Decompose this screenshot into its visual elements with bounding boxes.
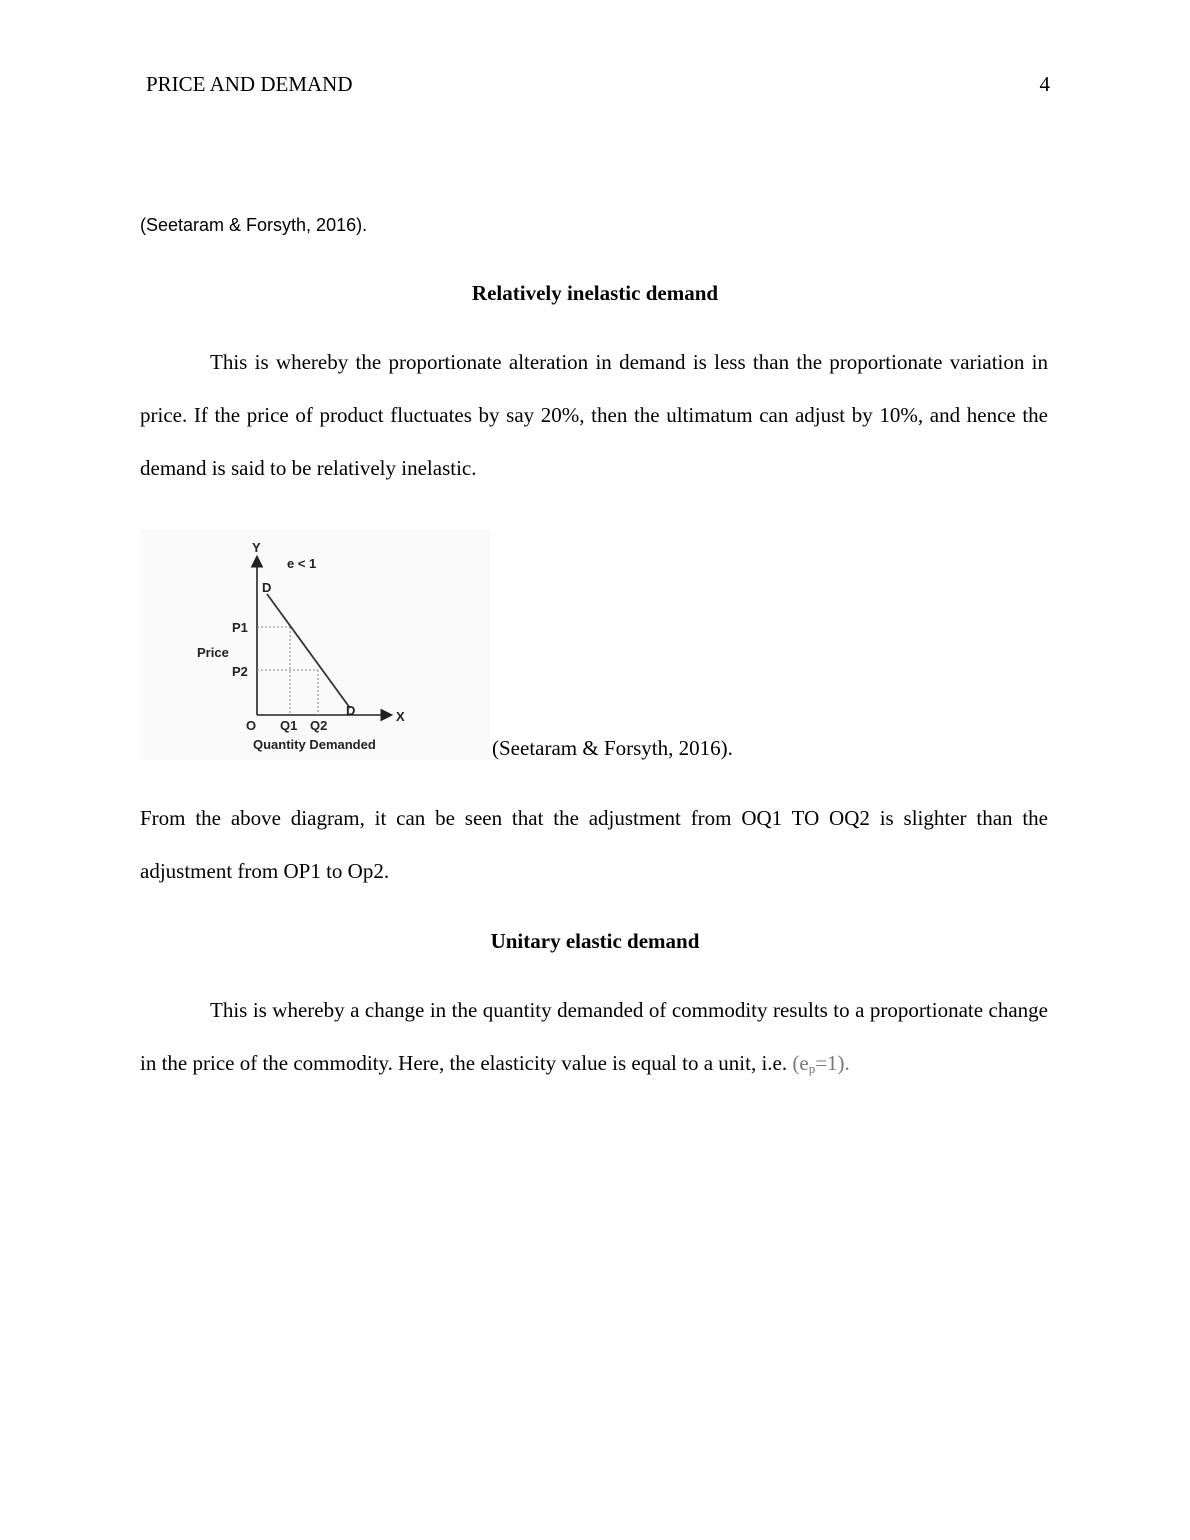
elasticity-formula: $(e_p=1)$. (792, 1051, 850, 1076)
elasticity-label: e < 1 (287, 556, 317, 571)
p2-label: P2 (232, 664, 248, 679)
paragraph-inelastic: This is whereby the proportionate alteration in demand is less than the proportionate variation in price. If the price of product fluctuates by say 20%, then the ultimatum can adjust by 10%, and hence the demand is said to be relatively inelastic. (140, 350, 1048, 480)
paragraph-unitary-text: This is whereby a change in the quantity demanded of commodity results to a proportionate change in the price of the commodity. Here, the elasticity value is equal to a unit, i.e. (140, 998, 1048, 1075)
q1-label: Q1 (280, 718, 298, 733)
x-axis-title: Quantity Demanded (253, 737, 376, 752)
inelastic-demand-figure (140, 530, 490, 760)
figure-citation: (Seetaram & Forsyth, 2016). (492, 736, 733, 760)
paragraph-unitary (140, 984, 1048, 1095)
y-axis-label: Y (252, 540, 261, 555)
x-axis-label: X (396, 709, 405, 724)
paragraph-after-figure: From the above diagram, it can be seen that the adjustment from OQ1 TO OQ2 is slighter than the adjustment from OP1 to Op2. (140, 806, 1048, 883)
section-heading-inelastic: Relatively inelastic demand (471, 281, 719, 305)
curve-label-bottom: D (346, 703, 356, 718)
price-label: Price (197, 645, 229, 660)
section-heading-unitary: Unitary elastic demand (490, 929, 700, 953)
top-citation: (Seetaram & Forsyth, 2016). (140, 215, 368, 235)
curve-label-top: D (262, 580, 272, 595)
running-header: PRICE AND DEMAND (146, 72, 353, 96)
page-number: 4 (1039, 72, 1050, 96)
p1-label: P1 (232, 620, 248, 635)
origin-label: O (246, 718, 257, 733)
q2-label: Q2 (310, 718, 328, 733)
